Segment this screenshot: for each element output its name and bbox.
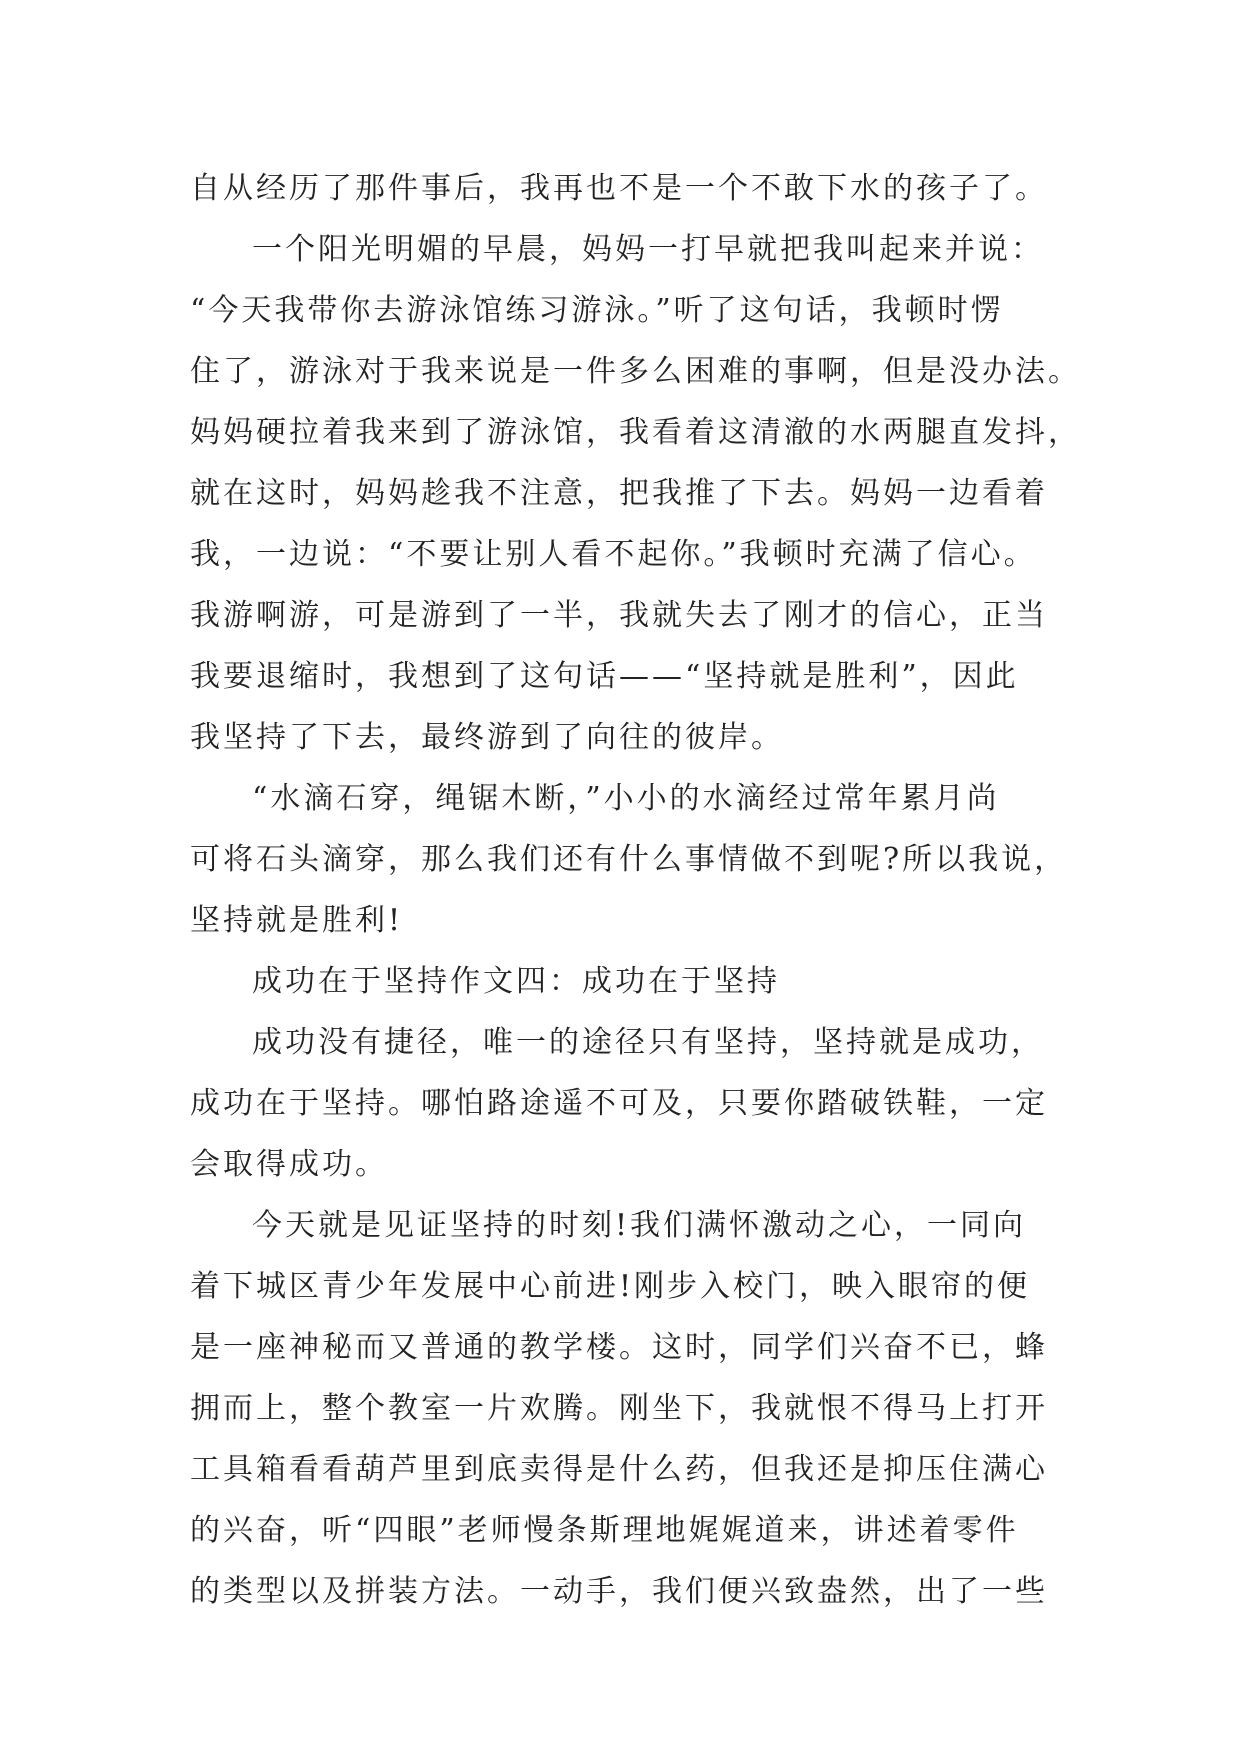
- body-text: [190, 158, 1081, 1622]
- text-line: 拥而上，整个教室一片欢腾。刚坐下，我就恨不得马上打开: [190, 1391, 1048, 1426]
- paragraph-start-line: 一个阳光明媚的早晨，妈妈一打早就把我叫起来并说：: [252, 232, 1044, 267]
- text-line: 着下城区青少年发展中心前进!刚步入校门，映入眼帘的便: [190, 1269, 1031, 1304]
- paragraph-start-line: 今天就是见证坚持的时刻!我们满怀激动之心，一同向: [252, 1208, 1027, 1243]
- text-line: 的类型以及拼装方法。一动手，我们便兴致盎然，出了一些: [190, 1574, 1048, 1609]
- paragraph-start-line: 成功没有捷径，唯一的途径只有坚持，坚持就是成功，: [252, 1025, 1044, 1060]
- section-heading: 成功在于坚持作文四：成功在于坚持: [252, 964, 780, 999]
- text-line: 成功在于坚持。哪怕路途遥不可及，只要你踏破铁鞋，一定: [190, 1086, 1048, 1121]
- text-line: 工具箱看看葫芦里到底卖得是什么药，但我还是抑压住满心: [190, 1452, 1048, 1487]
- text-line: “今天我带你去游泳馆练习游泳。”听了这句话，我顿时愣: [190, 293, 1004, 328]
- text-line: 是一座神秘而又普通的教学楼。这时，同学们兴奋不已，蜂: [190, 1330, 1048, 1365]
- text-line: 坚持就是胜利!: [190, 903, 404, 938]
- text-line: 住了，游泳对于我来说是一件多么困难的事啊，但是没办法。: [190, 354, 1081, 389]
- paragraph-start-line: “水滴石穿，绳锯木断，”小小的水滴经过常年累月尚: [252, 781, 1000, 816]
- text-line: 妈妈硬拉着我来到了游泳馆，我看着这清澈的水两腿直发抖，: [190, 415, 1081, 450]
- text-line: 会取得成功。: [190, 1147, 388, 1182]
- text-line: 可将石头滴穿，那么我们还有什么事情做不到呢?所以我说，: [190, 842, 1068, 877]
- text-line: 就在这时，妈妈趁我不注意，把我推了下去。妈妈一边看着: [190, 476, 1048, 511]
- text-line: 我要退缩时，我想到了这句话——“坚持就是胜利”，因此: [190, 659, 1019, 694]
- text-line: 我坚持了下去，最终游到了向往的彼岸。: [190, 720, 784, 755]
- text-line: 的兴奋，听“四眼”老师慢条斯理地娓娓道来，讲述着零件: [190, 1513, 1019, 1548]
- text-line: 我，一边说：“不要让别人看不起你。”我顿时充满了信心。: [190, 537, 1037, 572]
- text-line: 我游啊游，可是游到了一半，我就失去了刚才的信心，正当: [190, 598, 1048, 633]
- text-line: 自从经历了那件事后，我再也不是一个不敢下水的孩子了。: [190, 171, 1048, 206]
